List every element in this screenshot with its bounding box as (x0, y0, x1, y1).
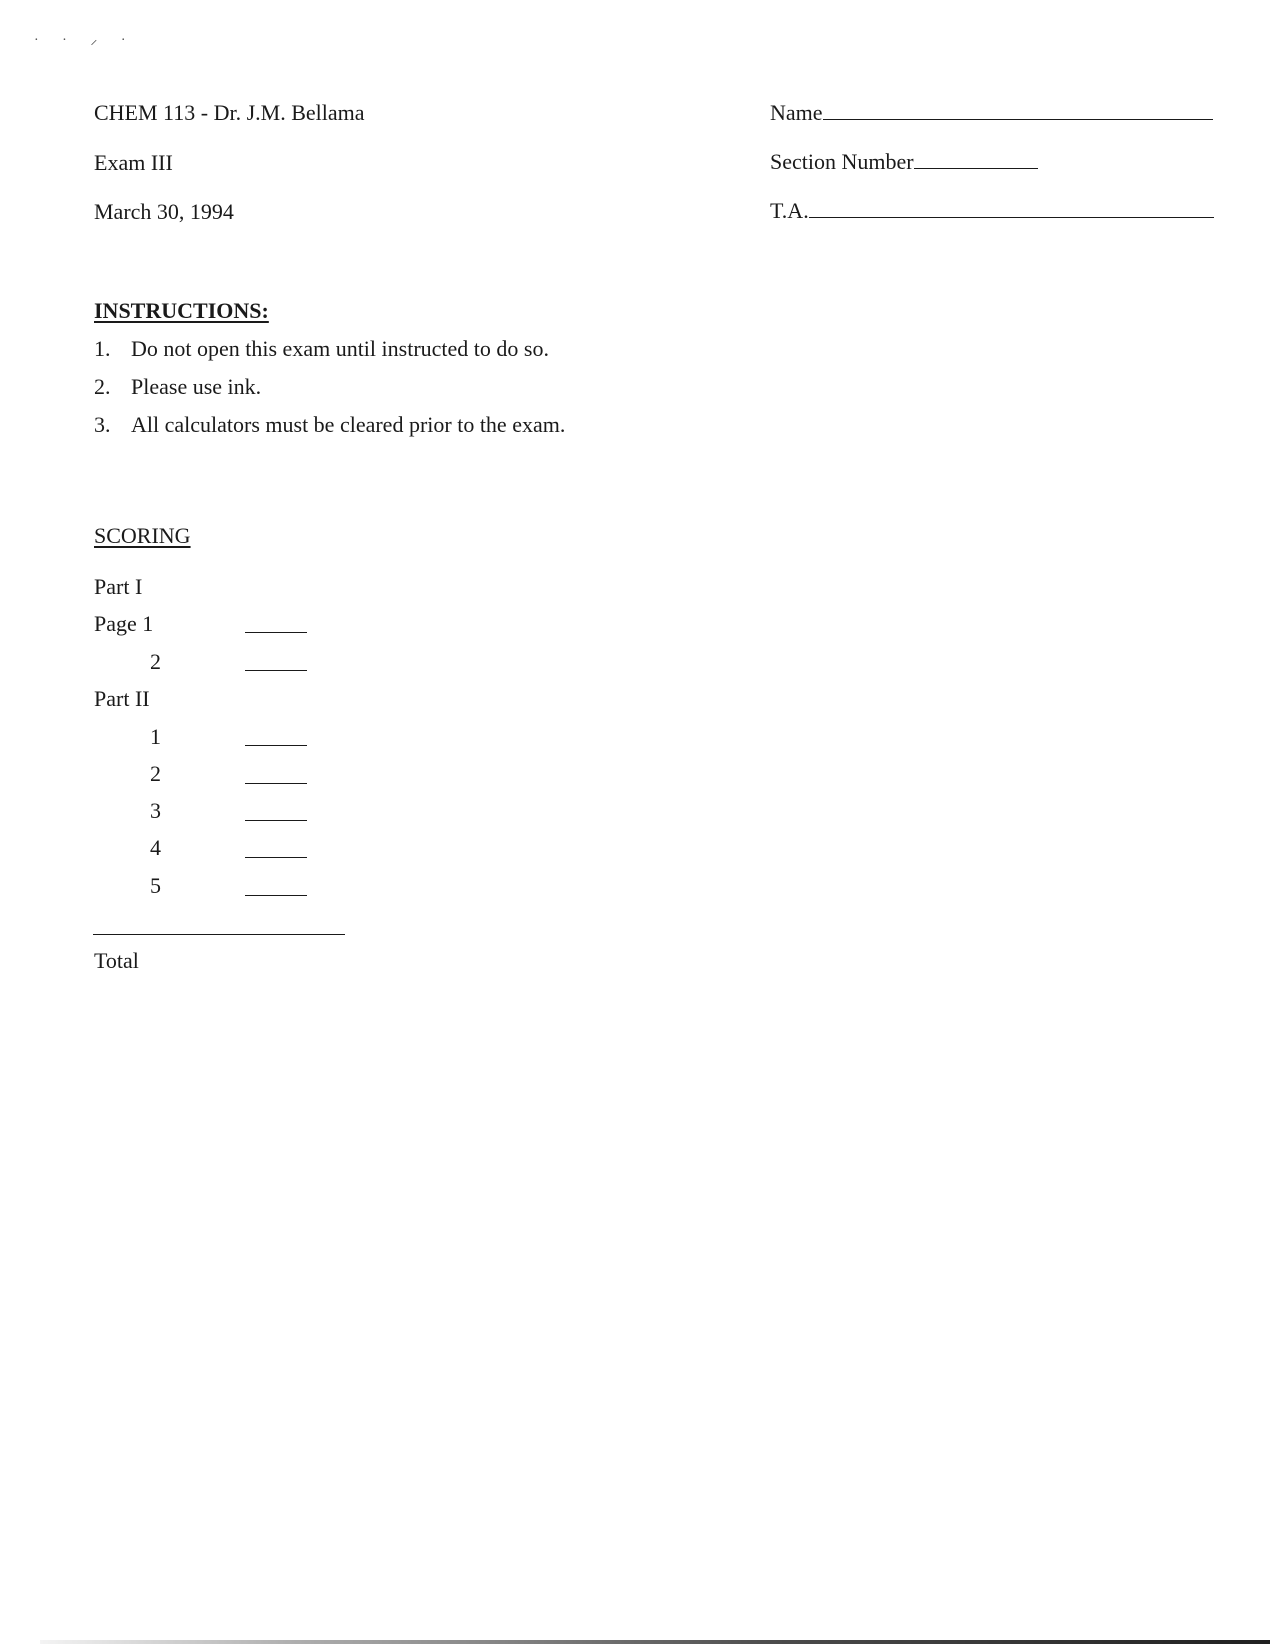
ta-blank[interactable] (809, 199, 1214, 218)
part-2-item-1-label: 1 (150, 724, 161, 749)
ta-label: T.A. (770, 198, 809, 223)
part-2-item-3-score-blank[interactable] (245, 820, 307, 821)
total-divider (93, 934, 345, 935)
part-2-item-5-label: 5 (150, 873, 161, 898)
instruction-number: 3. (94, 412, 111, 437)
section-number-label: Section Number (770, 149, 914, 174)
course-title: CHEM 113 - Dr. J.M. Bellama (94, 100, 365, 125)
name-label: Name (770, 100, 823, 125)
part-1-page-2-label: 2 (150, 649, 161, 674)
instruction-text: Please use ink. (131, 374, 262, 399)
part-2-item-3-label: 3 (150, 798, 161, 823)
instruction-item-2 (94, 374, 261, 400)
name-blank[interactable] (823, 101, 1213, 120)
part-1-page-2-score-blank[interactable] (245, 670, 307, 671)
part-2-item-2-label: 2 (150, 761, 161, 786)
part-2-item-2-score-blank[interactable] (245, 783, 307, 784)
part-1-page-1-label: Page 1 (94, 611, 154, 636)
scan-bottom-edge (40, 1640, 1270, 1644)
scoring-heading: SCORING (94, 523, 191, 548)
part-1-page-1-score-blank[interactable] (245, 632, 307, 633)
instruction-text: All calculators must be cleared prior to the exam. (131, 412, 566, 437)
instruction-number: 2. (94, 374, 111, 399)
part-2-label: Part II (94, 686, 150, 711)
exam-date: March 30, 1994 (94, 199, 234, 224)
part-2-item-5-score-blank[interactable] (245, 895, 307, 896)
instructions-heading: INSTRUCTIONS: (94, 298, 269, 323)
instruction-item-1 (94, 336, 549, 362)
instruction-number: 1. (94, 336, 111, 361)
ta-field[interactable] (770, 198, 1214, 224)
instruction-text: Do not open this exam until instructed to do so. (131, 336, 549, 361)
part-2-item-4-label: 4 (150, 835, 161, 860)
total-label: Total (94, 948, 139, 973)
section-number-field[interactable] (770, 149, 1038, 175)
name-field[interactable] (770, 100, 1213, 126)
part-2-item-1-score-blank[interactable] (245, 745, 307, 746)
exam-title: Exam III (94, 150, 173, 175)
scan-specks: · · ⸝ · (34, 33, 136, 48)
part-2-item-4-score-blank[interactable] (245, 857, 307, 858)
section-number-blank[interactable] (914, 150, 1038, 169)
instruction-item-3 (94, 412, 565, 438)
part-1-label: Part I (94, 574, 143, 599)
